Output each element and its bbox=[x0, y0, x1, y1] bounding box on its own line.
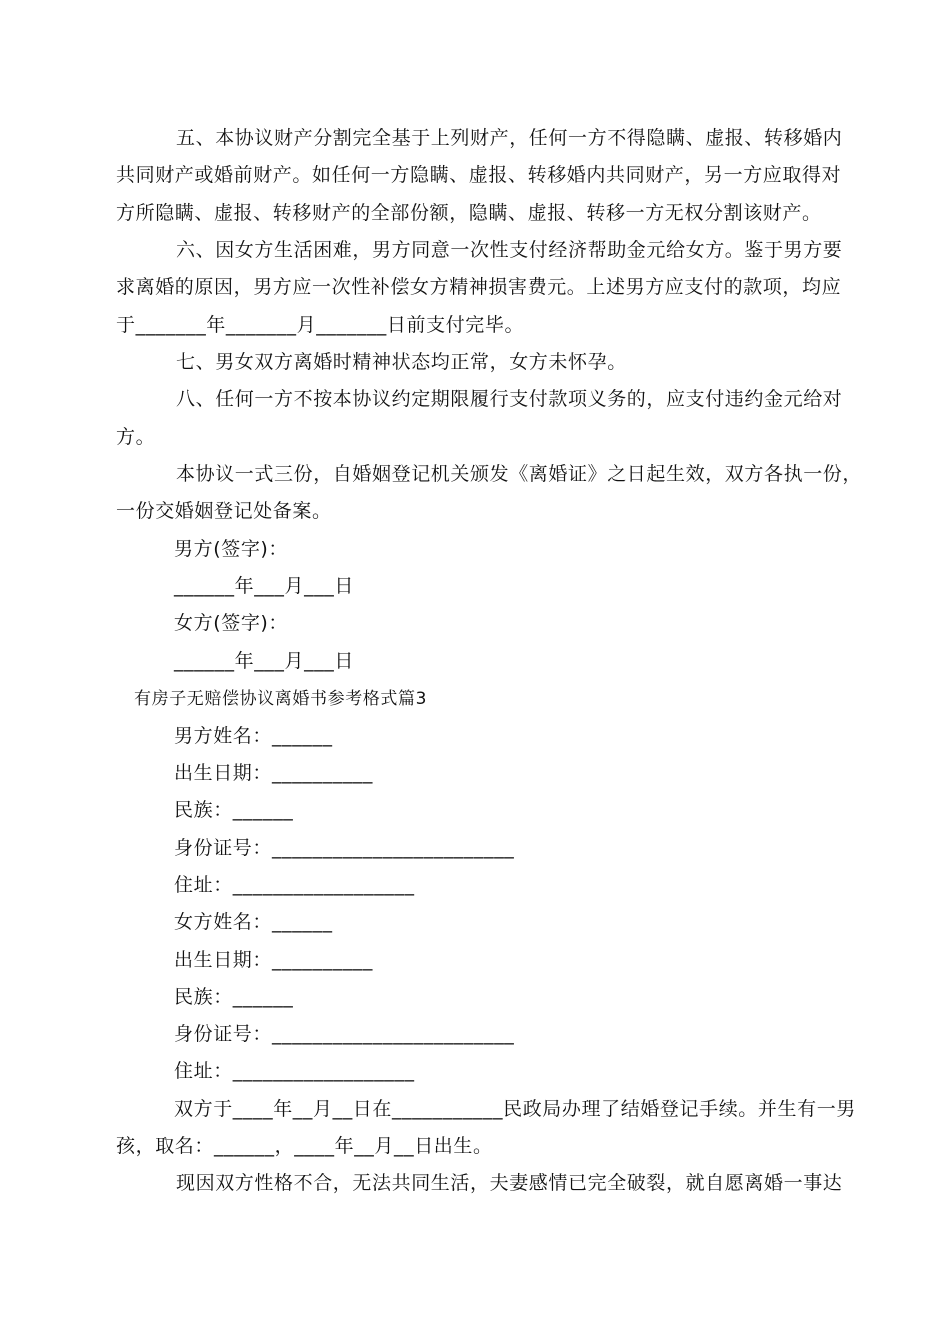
clause-5-line-1: 五、本协议财产分割完全基于上列财产，任何一方不得隐瞒、虚报、转移婚内 bbox=[176, 127, 843, 149]
section-title: 有房子无赔偿协议离婚书参考格式篇3 bbox=[134, 689, 428, 709]
clause-5-line-2: 共同财产或婚前财产。如任何一方隐瞒、虚报、转移婚内共同财产，另一方应取得对 bbox=[116, 164, 842, 186]
clause-6-line-3: 于_______年_______月_______日前支付完毕。 bbox=[116, 314, 525, 336]
male-signature: 男方(签字)： bbox=[174, 538, 289, 560]
male-id-field: 身份证号：________________________ bbox=[174, 837, 515, 859]
marriage-line-1: 双方于____年__月__日在___________民政局办理了结婚登记手续。并生有一男 bbox=[174, 1098, 856, 1120]
female-signature-date: ______年___月___日 bbox=[174, 650, 355, 672]
male-name-field: 男方姓名：______ bbox=[174, 725, 333, 747]
clause-5-line-3: 方所隐瞒、虚报、转移财产的全部份额，隐瞒、虚报、转移一方无权分割该财产。 bbox=[116, 202, 822, 224]
female-birth-field: 出生日期：__________ bbox=[174, 949, 374, 971]
clause-6-line-1: 六、因女方生活困难，男方同意一次性支付经济帮助金元给女方。鉴于男方要 bbox=[176, 239, 843, 261]
female-address-field: 住址：__________________ bbox=[174, 1060, 415, 1082]
clause-8-line-1: 八、任何一方不按本协议约定期限履行支付款项义务的，应支付违约金元给对 bbox=[176, 388, 843, 410]
male-ethnicity-field: 民族：______ bbox=[174, 799, 294, 821]
male-address-field: 住址：__________________ bbox=[174, 874, 415, 896]
female-signature: 女方(签字)： bbox=[174, 612, 289, 634]
closing-line-2: 一份交婚姻登记处备案。 bbox=[116, 500, 332, 522]
clause-8-line-2: 方。 bbox=[116, 426, 156, 448]
male-signature-date: ______年___月___日 bbox=[174, 575, 355, 597]
marriage-line-2: 孩，取名：______，____年__月__日出生。 bbox=[116, 1135, 493, 1157]
female-name-field: 女方姓名：______ bbox=[174, 911, 333, 933]
female-id-field: 身份证号：________________________ bbox=[174, 1023, 515, 1045]
male-birth-field: 出生日期：__________ bbox=[174, 762, 374, 784]
clause-6-line-2: 求离婚的原因，男方应一次性补偿女方精神损害费元。上述男方应支付的款项，均应 bbox=[116, 276, 842, 298]
reason-line: 现因双方性格不合，无法共同生活，夫妻感情已完全破裂，就自愿离婚一事达 bbox=[176, 1172, 843, 1194]
female-ethnicity-field: 民族：______ bbox=[174, 986, 294, 1008]
clause-7: 七、男女双方离婚时精神状态均正常，女方未怀孕。 bbox=[176, 351, 627, 373]
closing-line-1: 本协议一式三份，自婚姻登记机关颁发《离婚证》之日起生效，双方各执一份， bbox=[176, 463, 863, 485]
